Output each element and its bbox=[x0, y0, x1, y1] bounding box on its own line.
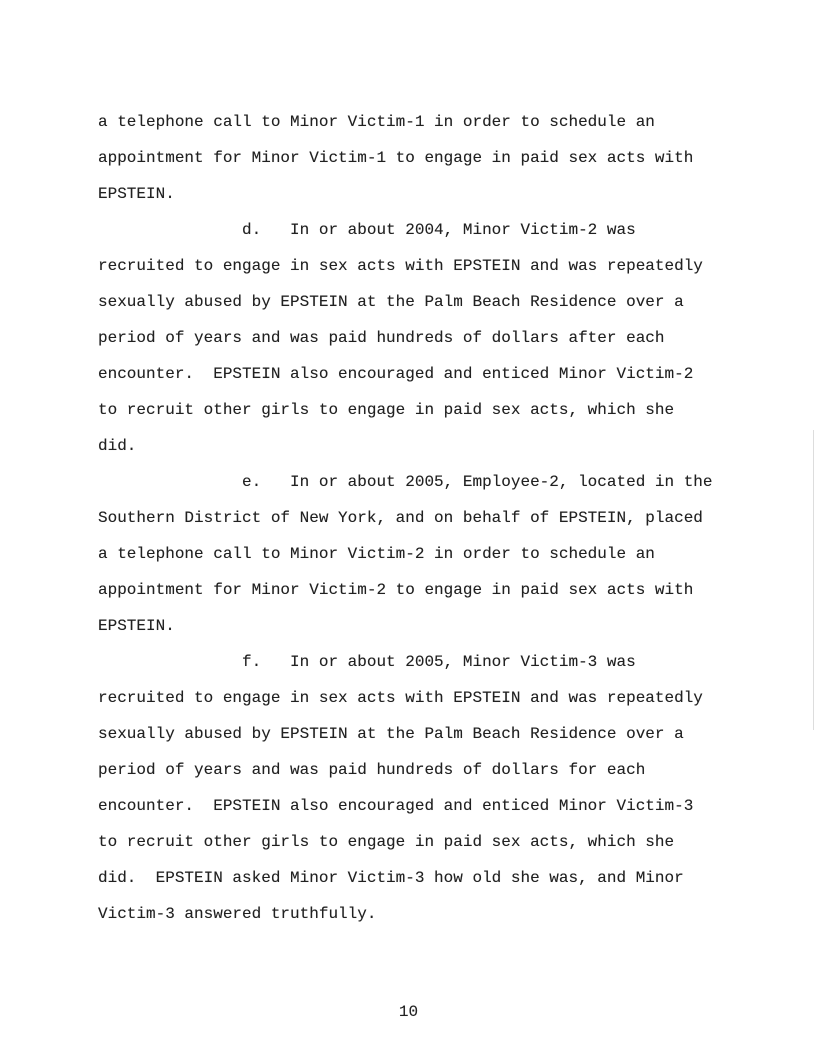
document-line: encounter. EPSTEIN also encouraged and enticed Minor Victim-2 bbox=[98, 365, 694, 383]
document-line: did. bbox=[98, 437, 137, 455]
document-line: sexually abused by EPSTEIN at the Palm Beach Residence over a bbox=[98, 725, 684, 743]
document-line: EPSTEIN. bbox=[98, 185, 175, 203]
document-line: Southern District of New York, and on behalf of EPSTEIN, placed bbox=[98, 509, 703, 527]
document-line: EPSTEIN. bbox=[98, 617, 175, 635]
document-line: appointment for Minor Victim-1 to engage in paid sex acts with bbox=[98, 149, 694, 167]
document-line: recruited to engage in sex acts with EPSTEIN and was repeatedly bbox=[98, 689, 703, 707]
document-line: recruited to engage in sex acts with EPSTEIN and was repeatedly bbox=[98, 257, 703, 275]
document-line-paragraph-e: e. In or about 2005, Employee-2, located in the bbox=[98, 473, 713, 491]
document-line: did. EPSTEIN asked Minor Victim-3 how old she was, and Minor bbox=[98, 869, 684, 887]
document-line: encounter. EPSTEIN also encouraged and enticed Minor Victim-3 bbox=[98, 797, 694, 815]
scan-edge-artifact bbox=[813, 430, 814, 730]
document-line: a telephone call to Minor Victim-1 in order to schedule an bbox=[98, 113, 655, 131]
document-line: to recruit other girls to engage in paid sex acts, which she bbox=[98, 833, 675, 851]
document-line-paragraph-f: f. In or about 2005, Minor Victim-3 was bbox=[98, 653, 636, 671]
document-line-paragraph-d: d. In or about 2004, Minor Victim-2 was bbox=[98, 221, 636, 239]
page-number: 10 bbox=[398, 1003, 419, 1021]
document-line: period of years and was paid hundreds of dollars after each bbox=[98, 329, 665, 347]
document-line: to recruit other girls to engage in paid sex acts, which she bbox=[98, 401, 675, 419]
document-body bbox=[98, 104, 758, 932]
document-line: sexually abused by EPSTEIN at the Palm Beach Residence over a bbox=[98, 293, 684, 311]
document-line: Victim-3 answered truthfully. bbox=[98, 905, 377, 923]
document-line: period of years and was paid hundreds of dollars for each bbox=[98, 761, 646, 779]
document-line: a telephone call to Minor Victim-2 in order to schedule an bbox=[98, 545, 655, 563]
document-line: appointment for Minor Victim-2 to engage in paid sex acts with bbox=[98, 581, 694, 599]
